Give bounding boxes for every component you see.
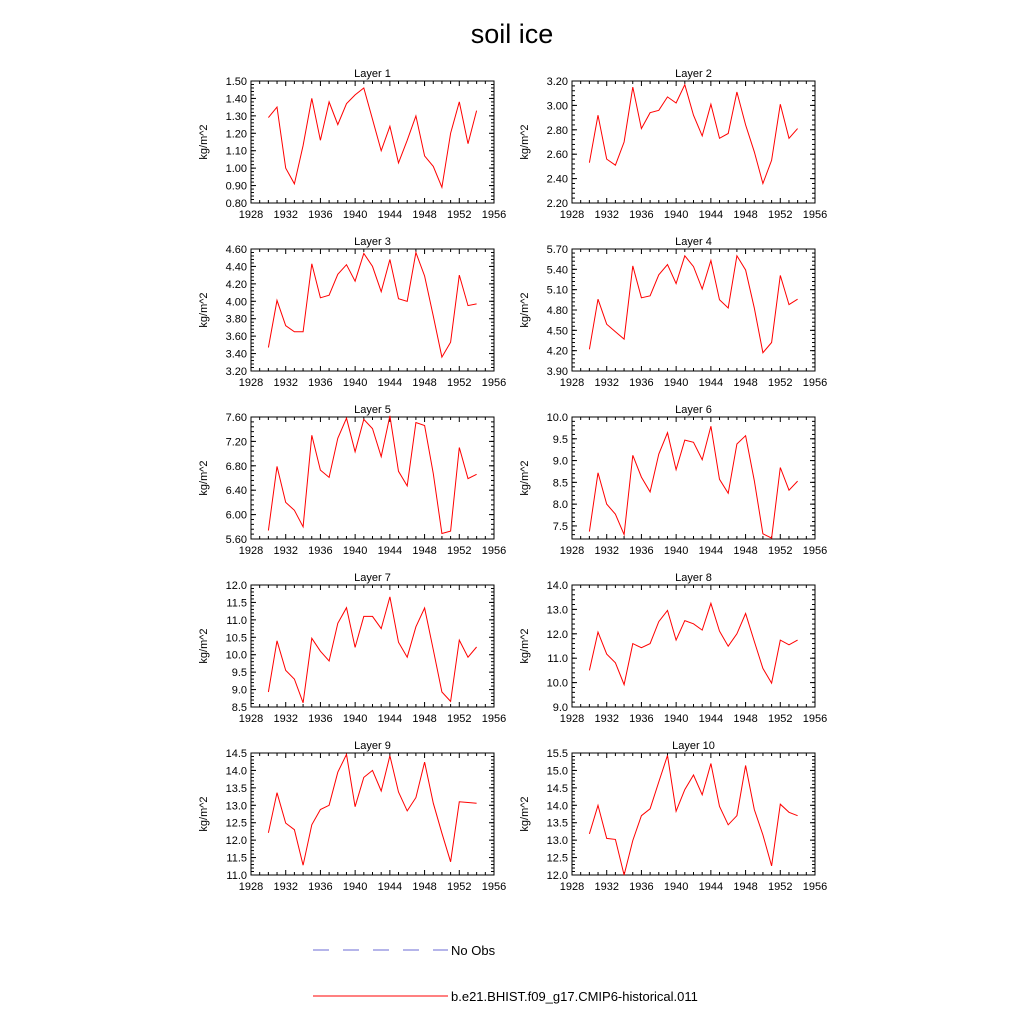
x-tick-label: 1952 — [447, 545, 472, 557]
y-tick-label: 3.90 — [546, 366, 568, 378]
y-axis-label: kg/m^2 — [519, 460, 531, 496]
series-line — [589, 603, 797, 684]
x-tick-label: 1948 — [733, 713, 758, 725]
y-tick-label: 9.5 — [231, 667, 247, 680]
legend — [313, 943, 698, 1004]
x-tick-label: 1928 — [559, 209, 585, 221]
x-tick-label: 1948 — [412, 713, 437, 725]
panel-title: Layer 10 — [672, 740, 715, 752]
plot-frame — [572, 585, 815, 707]
x-tick-label: 1952 — [447, 209, 472, 221]
x-tick-label: 1944 — [698, 713, 724, 725]
y-tick-label: 7.5 — [552, 520, 568, 533]
y-tick-label: 10.5 — [225, 632, 247, 645]
y-tick-label: 0.90 — [225, 180, 247, 193]
x-tick-label: 1936 — [308, 713, 333, 725]
y-tick-label: 13.5 — [225, 782, 247, 795]
x-tick-label: 1944 — [698, 209, 724, 221]
panel-title: Layer 1 — [354, 68, 391, 80]
y-tick-label: 13.5 — [546, 817, 568, 830]
x-tick-label: 1940 — [342, 881, 368, 893]
x-tick-label: 1944 — [698, 377, 724, 389]
x-tick-label: 1956 — [481, 713, 507, 725]
x-tick-label: 1948 — [412, 881, 437, 893]
x-tick-label: 1944 — [377, 713, 403, 725]
plot-frame — [251, 81, 494, 203]
x-tick-label: 1952 — [768, 881, 793, 893]
panel-title: Layer 4 — [675, 236, 712, 248]
x-tick-label: 1928 — [238, 209, 264, 221]
x-tick-label: 1932 — [273, 377, 298, 389]
y-tick-label: 5.10 — [546, 284, 568, 297]
series-line — [268, 597, 476, 703]
x-tick-label: 1952 — [447, 881, 472, 893]
x-tick-label: 1952 — [447, 377, 472, 389]
y-tick-label: 9.0 — [552, 455, 568, 468]
series-line — [589, 755, 797, 875]
y-tick-label: 1.00 — [225, 163, 247, 176]
y-tick-label: 11.5 — [226, 597, 247, 610]
y-tick-label: 1.10 — [225, 145, 247, 158]
y-tick-label: 1.30 — [225, 110, 247, 123]
y-tick-label: 12.0 — [225, 580, 247, 592]
y-tick-label: 8.5 — [552, 477, 568, 490]
panels-group — [198, 68, 827, 893]
y-tick-label: 2.60 — [546, 149, 568, 162]
x-tick-label: 1952 — [768, 713, 793, 725]
y-tick-label: 11.0 — [226, 870, 247, 882]
x-tick-label: 1944 — [377, 377, 403, 389]
y-tick-label: 7.20 — [225, 436, 247, 449]
panel-layer-2 — [519, 68, 827, 221]
y-tick-label: 4.50 — [546, 325, 568, 338]
panel-layer-6 — [519, 404, 827, 557]
x-tick-label: 1932 — [273, 545, 298, 557]
x-tick-label: 1936 — [629, 713, 654, 725]
y-tick-label: 2.40 — [546, 173, 568, 186]
y-tick-label: 13.0 — [546, 604, 568, 617]
y-tick-label: 0.80 — [225, 198, 247, 210]
y-tick-label: 4.20 — [225, 278, 247, 291]
y-tick-label: 15.0 — [546, 765, 568, 778]
y-tick-label: 9.0 — [231, 684, 247, 697]
y-tick-label: 2.20 — [546, 198, 568, 210]
y-tick-label: 4.60 — [225, 244, 247, 256]
panel-title: Layer 5 — [354, 404, 391, 416]
y-axis-label: kg/m^2 — [198, 628, 210, 664]
y-tick-label: 15.5 — [546, 748, 568, 760]
x-tick-label: 1928 — [559, 881, 585, 893]
panel-layer-9 — [198, 740, 506, 893]
series-line — [589, 426, 797, 538]
y-tick-label: 1.20 — [225, 128, 247, 141]
y-tick-label: 12.0 — [546, 870, 568, 882]
x-tick-label: 1948 — [412, 377, 437, 389]
x-tick-label: 1936 — [629, 377, 654, 389]
y-tick-label: 12.0 — [225, 835, 247, 848]
y-axis-label: kg/m^2 — [198, 124, 210, 160]
x-tick-label: 1936 — [308, 209, 333, 221]
series-line — [268, 88, 476, 187]
y-axis-label: kg/m^2 — [519, 796, 531, 832]
x-tick-label: 1940 — [663, 377, 689, 389]
y-tick-label: 10.0 — [546, 412, 568, 424]
panel-title: Layer 9 — [354, 740, 391, 752]
x-tick-label: 1956 — [481, 545, 507, 557]
x-tick-label: 1936 — [308, 881, 333, 893]
x-tick-label: 1932 — [273, 209, 298, 221]
x-tick-label: 1956 — [802, 209, 828, 221]
x-tick-label: 1936 — [629, 881, 654, 893]
x-tick-label: 1956 — [802, 545, 828, 557]
x-tick-label: 1940 — [663, 713, 689, 725]
y-tick-label: 10.0 — [225, 649, 247, 662]
y-tick-label: 3.20 — [225, 366, 247, 378]
x-tick-label: 1932 — [594, 881, 619, 893]
x-tick-label: 1952 — [768, 209, 793, 221]
panel-title: Layer 8 — [675, 572, 712, 584]
x-tick-label: 1928 — [238, 545, 264, 557]
panel-layer-8 — [519, 572, 827, 725]
panel-layer-7 — [198, 572, 506, 725]
x-tick-label: 1932 — [273, 881, 298, 893]
x-tick-label: 1944 — [377, 209, 403, 221]
y-tick-label: 12.5 — [546, 852, 568, 865]
y-tick-label: 3.00 — [546, 100, 568, 113]
x-tick-label: 1944 — [698, 545, 724, 557]
panel-layer-10 — [519, 740, 827, 893]
x-tick-label: 1956 — [481, 881, 507, 893]
x-tick-label: 1932 — [594, 377, 619, 389]
x-tick-label: 1940 — [342, 713, 368, 725]
panel-layer-3 — [198, 236, 506, 389]
x-tick-label: 1932 — [273, 713, 298, 725]
x-tick-label: 1956 — [481, 377, 507, 389]
panel-title: Layer 3 — [354, 236, 391, 248]
figure-title: soil ice — [470, 19, 554, 49]
panel-layer-1 — [198, 68, 506, 221]
y-tick-label: 10.0 — [546, 677, 568, 690]
y-tick-label: 14.0 — [546, 580, 568, 592]
x-tick-label: 1940 — [663, 545, 689, 557]
x-tick-label: 1944 — [698, 881, 724, 893]
panel-title: Layer 2 — [675, 68, 712, 80]
y-tick-label: 11.0 — [226, 614, 247, 627]
plot-frame — [251, 417, 494, 539]
x-tick-label: 1948 — [733, 545, 758, 557]
y-tick-label: 14.0 — [546, 800, 568, 813]
x-tick-label: 1944 — [377, 881, 403, 893]
y-tick-label: 5.70 — [546, 244, 568, 256]
x-tick-label: 1948 — [733, 209, 758, 221]
legend-label-no-obs: No Obs — [451, 943, 496, 958]
x-tick-label: 1940 — [342, 209, 368, 221]
x-tick-label: 1952 — [768, 545, 793, 557]
y-tick-label: 13.0 — [225, 800, 247, 813]
series-line — [268, 754, 476, 865]
y-tick-label: 11.5 — [226, 852, 247, 865]
y-tick-label: 9.0 — [552, 702, 568, 714]
panel-title: Layer 6 — [675, 404, 712, 416]
y-axis-label: kg/m^2 — [198, 796, 210, 832]
x-tick-label: 1940 — [663, 209, 689, 221]
series-line — [589, 256, 797, 353]
panel-layer-5 — [198, 404, 506, 557]
y-axis-label: kg/m^2 — [198, 292, 210, 328]
x-tick-label: 1928 — [238, 713, 264, 725]
x-tick-label: 1956 — [802, 713, 828, 725]
y-tick-label: 2.80 — [546, 124, 568, 137]
x-tick-label: 1936 — [629, 209, 654, 221]
x-tick-label: 1928 — [559, 545, 585, 557]
y-tick-label: 3.20 — [546, 76, 568, 88]
x-tick-label: 1956 — [481, 209, 507, 221]
x-tick-label: 1928 — [559, 377, 585, 389]
x-tick-label: 1928 — [559, 713, 585, 725]
x-tick-label: 1948 — [733, 881, 758, 893]
y-tick-label: 5.40 — [546, 264, 568, 277]
y-tick-label: 3.60 — [225, 331, 247, 344]
series-line — [268, 416, 476, 534]
legend-label-model: b.e21.BHIST.f09_g17.CMIP6-historical.011 — [451, 989, 698, 1004]
y-tick-label: 4.00 — [225, 296, 247, 309]
y-tick-label: 12.5 — [225, 817, 247, 830]
y-tick-label: 6.80 — [225, 460, 247, 473]
series-line — [589, 85, 797, 184]
x-tick-label: 1928 — [238, 881, 264, 893]
y-tick-label: 8.0 — [552, 499, 568, 512]
y-axis-label: kg/m^2 — [198, 460, 210, 496]
y-tick-label: 5.60 — [225, 534, 247, 546]
y-tick-label: 6.40 — [225, 485, 247, 498]
x-tick-label: 1936 — [629, 545, 654, 557]
x-tick-label: 1948 — [733, 377, 758, 389]
x-tick-label: 1948 — [412, 545, 437, 557]
plot-frame — [251, 585, 494, 707]
x-tick-label: 1948 — [412, 209, 437, 221]
y-tick-label: 4.80 — [546, 305, 568, 317]
y-tick-label: 14.5 — [225, 748, 247, 760]
y-tick-label: 8.5 — [231, 702, 247, 714]
x-tick-label: 1940 — [342, 545, 368, 557]
y-tick-label: 4.20 — [546, 345, 568, 358]
y-tick-label: 3.40 — [225, 348, 247, 361]
x-tick-label: 1940 — [342, 377, 368, 389]
y-tick-label: 4.40 — [225, 261, 247, 274]
x-tick-label: 1944 — [377, 545, 403, 557]
panel-title: Layer 7 — [354, 572, 391, 584]
y-tick-label: 1.50 — [225, 76, 247, 88]
y-tick-label: 13.0 — [546, 835, 568, 848]
x-tick-label: 1952 — [447, 713, 472, 725]
x-tick-label: 1932 — [594, 209, 619, 221]
x-tick-label: 1932 — [594, 545, 619, 557]
y-axis-label: kg/m^2 — [519, 628, 531, 664]
y-tick-label: 7.60 — [225, 412, 247, 424]
x-tick-label: 1956 — [802, 377, 828, 389]
y-tick-label: 3.80 — [225, 313, 247, 326]
panel-layer-4 — [519, 236, 827, 389]
y-tick-label: 6.00 — [225, 509, 247, 522]
y-tick-label: 14.0 — [225, 765, 247, 778]
x-tick-label: 1952 — [768, 377, 793, 389]
plot-frame — [572, 81, 815, 203]
y-axis-label: kg/m^2 — [519, 124, 531, 160]
x-tick-label: 1940 — [663, 881, 689, 893]
x-tick-label: 1936 — [308, 377, 333, 389]
y-tick-label: 12.0 — [546, 628, 568, 641]
series-line — [268, 253, 476, 358]
x-tick-label: 1936 — [308, 545, 333, 557]
x-tick-label: 1932 — [594, 713, 619, 725]
y-tick-label: 11.0 — [547, 653, 568, 666]
x-tick-label: 1928 — [238, 377, 264, 389]
y-tick-label: 14.5 — [546, 782, 568, 795]
x-tick-label: 1956 — [802, 881, 828, 893]
y-axis-label: kg/m^2 — [519, 292, 531, 328]
y-tick-label: 1.40 — [225, 93, 247, 106]
y-tick-label: 9.5 — [552, 433, 568, 446]
